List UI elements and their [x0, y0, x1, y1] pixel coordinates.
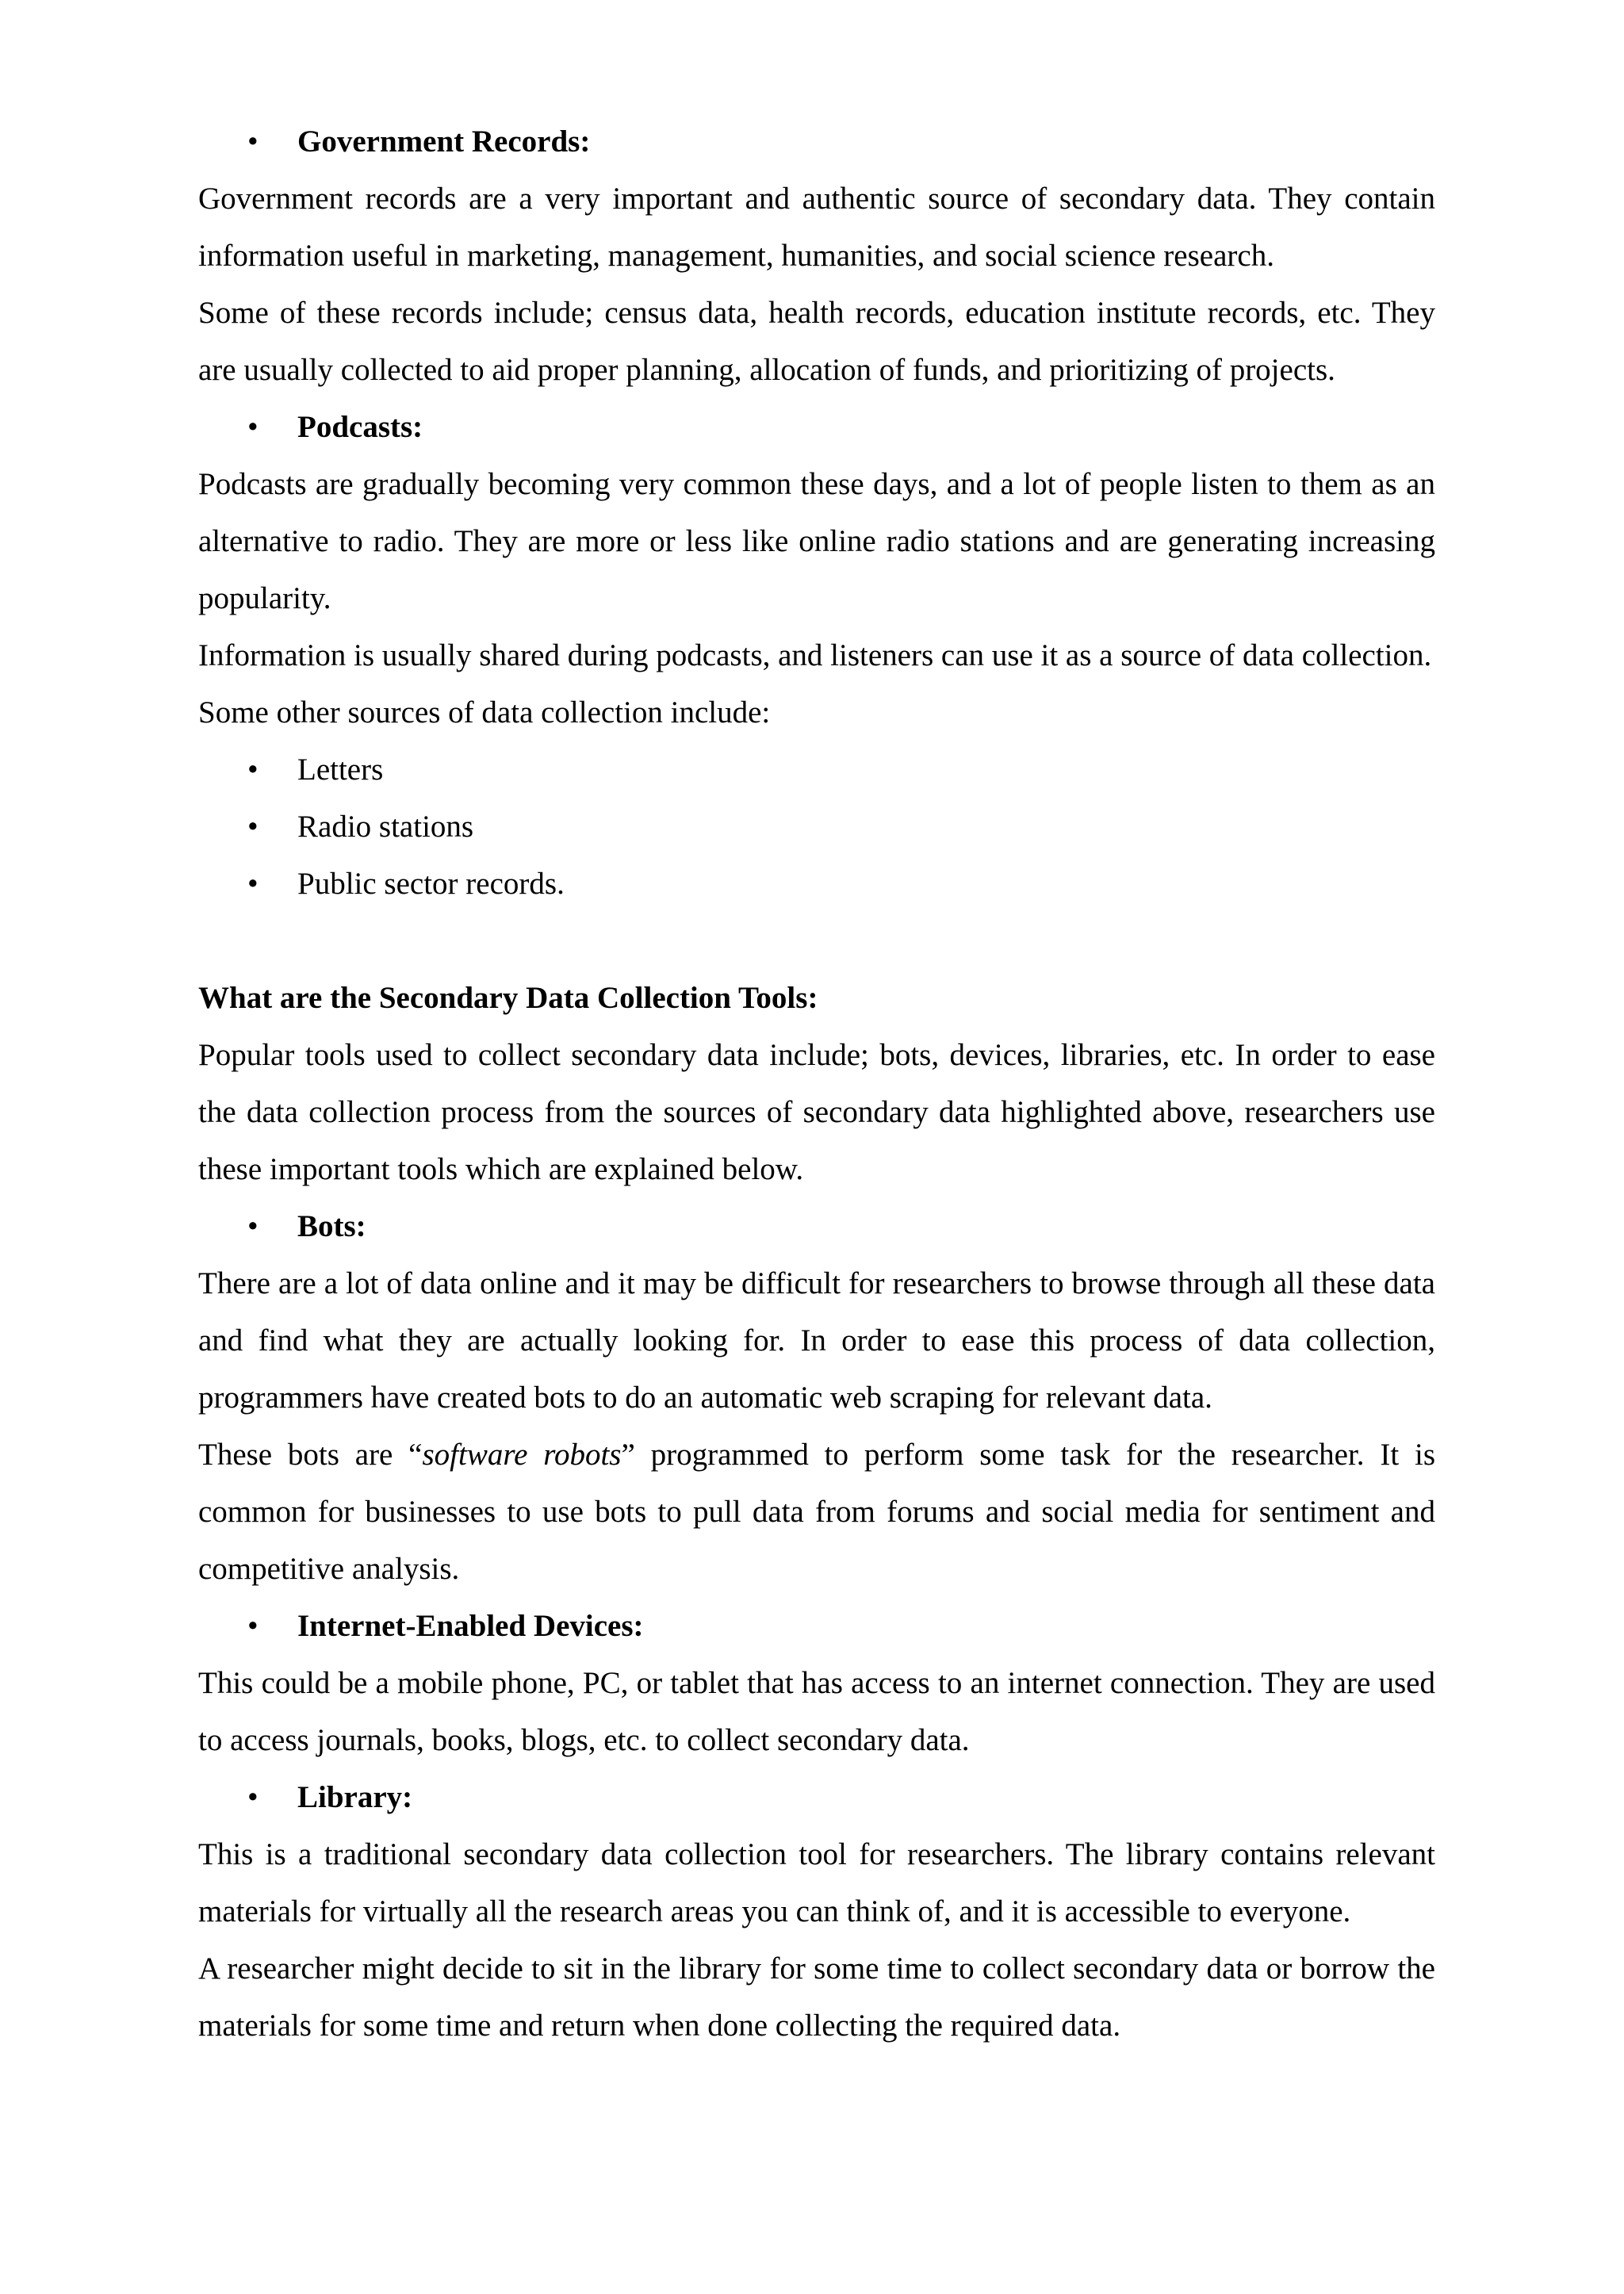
paragraph: Some other sources of data collection include:	[198, 695, 771, 730]
heading-text: Internet-Enabled Devices:	[297, 1609, 644, 1643]
text-run: These bots are “	[198, 1438, 423, 1472]
bullet-icon: •	[247, 867, 259, 901]
paragraph: Some of these records include; census data, health records, education institute records, etc. They are usually collected to aid proper planning, allocation of funds, and prioritizing of projects.	[198, 296, 1435, 387]
text-run: ” programmed to perform some task for the researcher. It is common for businesses to use bots to pull data from forums and social media for sentiment and competitive analysis.	[198, 1438, 1435, 1586]
paragraph: This is a traditional secondary data collection tool for researchers. The library contains relevant materials for virtually all the research areas you can think of, and it is accessible to everyone.	[198, 1837, 1435, 1928]
heading-government-records	[198, 113, 1435, 170]
list-item-text: Letters	[297, 753, 384, 787]
list-item	[198, 741, 1435, 798]
heading-internet-enabled-devices	[198, 1598, 1435, 1655]
paragraph: Podcasts are gradually becoming very common these days, and a lot of people listen to them as an alternative to radio. They are more or less like online radio stations and are generating increasing popularity.	[198, 467, 1435, 615]
italic-text: software robots	[422, 1438, 622, 1472]
paragraph: This could be a mobile phone, PC, or tablet that has access to an internet connection. They are used to access journals, books, blogs, etc. to collect secondary data.	[198, 1666, 1435, 1757]
heading-text: Bots:	[297, 1209, 366, 1243]
heading-text: Library:	[297, 1780, 413, 1814]
bullet-icon: •	[247, 1209, 259, 1243]
heading-podcasts	[198, 399, 1435, 456]
heading-library	[198, 1769, 1435, 1826]
bullet-icon: •	[247, 1780, 259, 1814]
bullet-icon: •	[247, 410, 259, 444]
heading-text: Podcasts:	[297, 410, 423, 444]
paragraph	[198, 1427, 1435, 1598]
list-item-text: Public sector records.	[297, 867, 565, 901]
spacer	[198, 913, 1435, 970]
heading-text: Government Records:	[297, 124, 591, 159]
list-item-text: Radio stations	[297, 810, 474, 844]
paragraph: Information is usually shared during podcasts, and listeners can use it as a source of data collection.	[198, 638, 1432, 672]
paragraph: There are a lot of data online and it may be difficult for researchers to browse through all these data and find what they are actually looking for. In order to ease this process of data collection, programmers have created bots to do an automatic web scraping for relevant data.	[198, 1266, 1435, 1415]
section-title: What are the Secondary Data Collection Tools:	[198, 981, 818, 1015]
list-item	[198, 798, 1435, 856]
bullet-icon: •	[247, 1609, 259, 1643]
bullet-icon: •	[247, 753, 259, 787]
list-item	[198, 856, 1435, 913]
bullet-icon: •	[247, 124, 259, 159]
paragraph: Government records are a very important and authentic source of secondary data. They contain information useful in marketing, management, humanities, and social science research.	[198, 182, 1435, 273]
paragraph: Popular tools used to collect secondary data include; bots, devices, libraries, etc. In order to ease the data collection process from the sources of secondary data highlighted above, researchers use these important tools which are explained below.	[198, 1038, 1435, 1186]
heading-bots	[198, 1198, 1435, 1255]
document-page	[198, 113, 1435, 2055]
bullet-icon: •	[247, 810, 259, 844]
paragraph: A researcher might decide to sit in the library for some time to collect secondary data or borrow the materials for some time and return when done collecting the required data.	[198, 1951, 1435, 2043]
